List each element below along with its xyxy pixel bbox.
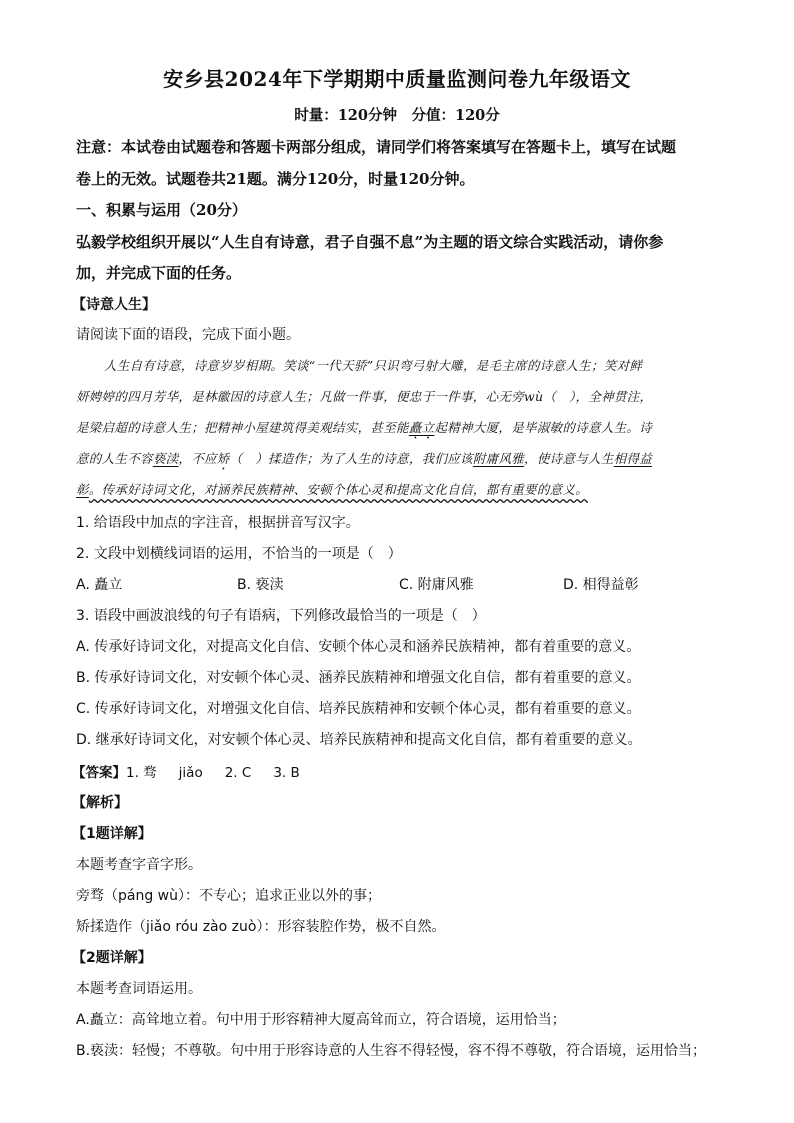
passage-text: ，不应 bbox=[178, 451, 217, 466]
question-1: 1. 给语段中加点的字注音，根据拼音写汉字。 bbox=[76, 515, 360, 531]
q2-option-a: A. 矗立 bbox=[76, 577, 123, 593]
detail-1-label: 【1题详解】 bbox=[72, 826, 152, 842]
underlined-word-xiangde: 相得益 bbox=[613, 451, 653, 466]
passage-text: 是梁启超的诗意人生；把精神小屋建筑得美观结实，甚至能 bbox=[76, 420, 409, 435]
underlined-word-zhang: 彰 bbox=[76, 482, 89, 497]
passage-line-4 bbox=[76, 449, 724, 473]
underlined-word-fuyong: 附庸风雅 bbox=[472, 451, 525, 466]
detail-1-line-1: 本题考查字音字形。 bbox=[76, 857, 202, 873]
answer-1-pinyin: jiǎo bbox=[178, 765, 203, 781]
passage-text: 意的人生不容 bbox=[76, 451, 153, 466]
passage-line-1: 人生自有诗意，诗意岁岁相期。笑谈“一代天骄”只识弯弓射大雕，是毛主席的诗意人生；笑对鲜 bbox=[104, 358, 643, 373]
detail-1-line-2: 旁骛（páng wù）：不专心；追求正业以外的事； bbox=[76, 888, 381, 904]
intro-line-2: 加，并完成下面的任务。 bbox=[76, 264, 242, 282]
detail-2-line-1: 本题考查词语运用。 bbox=[76, 981, 202, 997]
passage-line-3 bbox=[76, 418, 724, 442]
dotted-char-jiao: 矫 bbox=[216, 451, 230, 466]
section-heading: 一、积累与运用（20分） bbox=[76, 201, 247, 219]
q2-option-c: C. 附庸风雅 bbox=[399, 577, 474, 593]
passage-line-5 bbox=[76, 480, 724, 498]
q2-option-d: D. 相得益彰 bbox=[563, 577, 639, 593]
q3-option-c: C. 传承好诗词文化，对增强文化自信、培养民族精神和安顿个体心灵，都有着重要的意义。 bbox=[76, 701, 641, 717]
question-2: 2. 文段中划横线词语的运用，不恰当的一项是（ ） bbox=[76, 546, 402, 562]
passage-text: ，使诗意与人生 bbox=[524, 451, 614, 466]
detail-2-label: 【2题详解】 bbox=[72, 950, 152, 966]
passage-line-2: 妍娉婷的四月芳华，是林徽因的诗意人生；凡做一件事，便忠于一件事，心无旁wù（ ），全神贯注， bbox=[76, 389, 653, 404]
analysis-label: 【解析】 bbox=[72, 795, 128, 811]
notice-line-2: 卷上的无效。试题卷共21题。满分120分，时量120分钟。 bbox=[76, 170, 475, 188]
answer-label: 【答案】 bbox=[72, 765, 126, 781]
q3-option-b: B. 传承好诗词文化，对安顿个体心灵、涵养民族精神和增强文化自信，都有着重要的意义。 bbox=[76, 670, 641, 686]
detail-2-line-2: A.矗立：高耸地立着。句中用于形容精神大厦高耸而立，符合语境，运用恰当； bbox=[76, 1012, 566, 1028]
detail-2-line-3: B.亵渎：轻慢；不尊敬。句中用于形容诗意的人生容不得轻慢，容不得不尊敬，符合语境，运用恰当； bbox=[76, 1043, 707, 1059]
passage-text: 起精神大厦，是毕淑敏的诗意人生。诗 bbox=[434, 420, 653, 435]
passage-text: （ ）揉造作；为了人生的诗意，我们应该 bbox=[229, 451, 473, 466]
page-title: 安乡县2024年下学期期中质量监测问卷九年级语文 bbox=[163, 67, 631, 91]
notice-line-1: 注意：本试卷由试题卷和答题卡两部分组成，请同学们将答案填写在答题卡上，填写在试题 bbox=[76, 138, 677, 156]
q2-option-b: B. 亵渎 bbox=[237, 577, 284, 593]
q3-option-d: D. 继承好诗词文化，对安顿个体心灵、培养民族精神和提高文化自信，都有着重要的意义。 bbox=[76, 732, 642, 748]
instruction: 请阅读下面的语段，完成下面小题。 bbox=[76, 327, 300, 343]
detail-1-line-3: 矫揉造作（jiǎo róu zào zuò）：形容装腔作势，极不自然。 bbox=[76, 919, 446, 935]
answer-3: 3. B bbox=[273, 765, 300, 781]
answer-line bbox=[72, 761, 724, 781]
question-3: 3. 语段中画波浪线的句子有语病，下列修改最恰当的一项是（ ） bbox=[76, 608, 486, 624]
intro-line-1: 弘毅学校组织开展以“人生自有诗意，君子自强不息”为主题的语文综合实践活动，请你参 bbox=[76, 233, 664, 251]
wavy-sentence: 。传承好诗词文化，对涵养民族精神、安顿个体心灵和提高文化自信，都有重要的意义。 bbox=[88, 482, 589, 497]
exam-meta: 时量：120分钟 分值：120分 bbox=[294, 107, 500, 124]
underlined-word-xiedu: 亵渎 bbox=[152, 451, 179, 466]
q3-option-a: A. 传承好诗词文化，对提高文化自信、安顿个体心灵和涵养民族精神，都有着重要的意义。 bbox=[76, 639, 641, 655]
underlined-word-chuli: 矗立 bbox=[408, 420, 435, 435]
section-tag: 【诗意人生】 bbox=[72, 297, 156, 313]
answer-1: 1. 骛 bbox=[126, 765, 157, 781]
answer-2: 2. C bbox=[224, 765, 252, 781]
